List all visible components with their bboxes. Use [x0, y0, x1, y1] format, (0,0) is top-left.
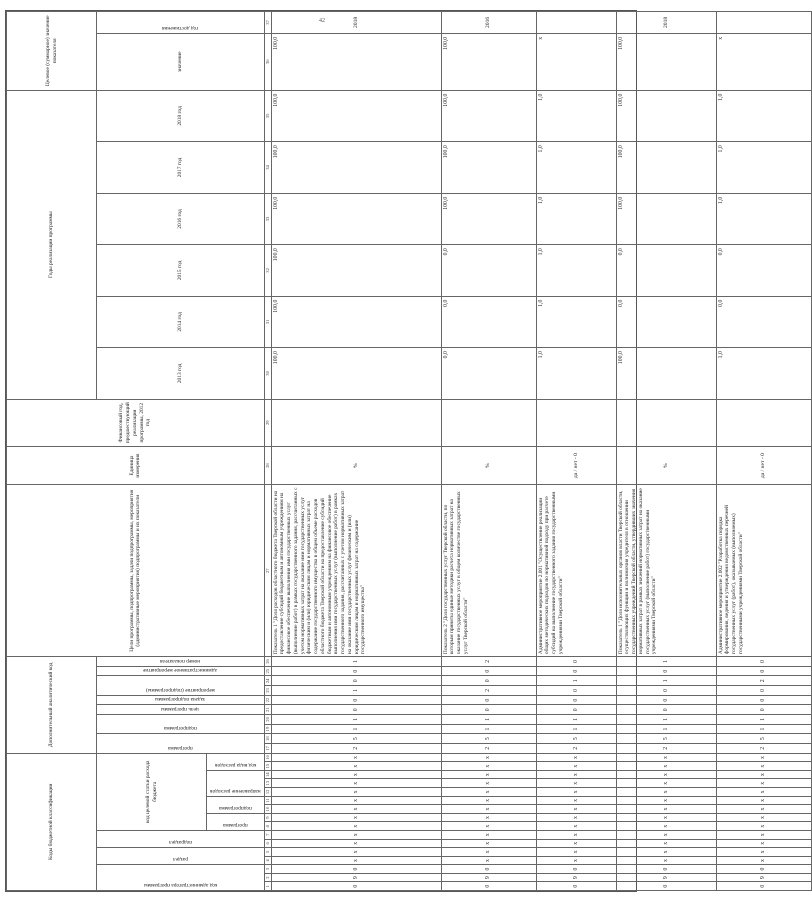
column-index-cell: 15	[264, 763, 270, 769]
code-cell: 0	[441, 705, 536, 715]
years-group-header: Годы реализации программы	[7, 90, 97, 399]
indicator-name: Показатель 1 "Доля расходов областного бюджета Тверской области на предоставление субсидий бюджетным и автономным учреждениям на финансовое обеспечение выполнения ими государственных услуг (выполнение работ) в рамках государственного задания, рассчитанных с учетом нормативных затрат на оказание ими государственных услуг физическим и (или) юридическим лицам и нормативных затрат на содержание государственного имущества в общем объеме расходов областного бюджета Тверской области на предоставление субсидий бюджетным и автономным учреждениям на финансовое обеспечение выполнения ими государственных услуг (выполнение работ) в рамках государственного задания, рассчитанных с учетом нормативных затрат на оказание ими государственных услуг физическим и (или) юридическим лицам и нормативных затрат на содержание государственного имущества"	[271, 485, 441, 657]
dop-goal-header: цель программы	[161, 706, 200, 713]
code-cell: х	[716, 856, 811, 865]
subsection-header: подраздел	[168, 839, 192, 846]
code-cell: 2	[716, 676, 811, 686]
dop-admin-event-header: административное мероприятие	[143, 667, 218, 674]
code-cell: х	[716, 753, 811, 762]
year-value-cell: 100,0	[271, 296, 441, 347]
year-value-cell: 1,0	[536, 90, 616, 142]
code-cell: х	[616, 788, 716, 797]
year-reached-cell: 2018	[271, 12, 441, 34]
year-value-cell: 1,0	[716, 142, 811, 193]
code-cell: 0	[441, 666, 536, 676]
code-cell: 0	[616, 882, 716, 891]
table-row	[716, 12, 811, 891]
code-cell: 1	[441, 715, 536, 725]
year-2014-header: 2014 год	[97, 296, 265, 347]
code-cell: х	[271, 779, 441, 788]
code-cell: х	[716, 796, 811, 805]
code-cell: х	[616, 839, 716, 848]
year-value-cell: 1,0	[716, 193, 811, 244]
code-cell: х	[441, 770, 536, 779]
code-cell: 0	[271, 676, 441, 686]
code-cell: 0	[536, 686, 616, 696]
code-cell: 1	[536, 715, 616, 725]
code-cell: 1	[536, 724, 616, 734]
year-value-cell: 100,0	[271, 90, 441, 142]
expense-code-header: код вида расходов	[214, 761, 256, 768]
fin-year-cell	[271, 399, 441, 446]
code-cell: 2	[271, 743, 441, 753]
column-index-cell: 14	[264, 772, 270, 777]
rotated-table-wrapper	[6, 11, 767, 891]
year-reached-cell	[716, 12, 811, 34]
code-cell: х	[716, 822, 811, 831]
column-index-cell: 10	[264, 806, 270, 812]
code-cell: х	[716, 779, 811, 788]
code-cell: х	[616, 805, 716, 814]
fin-year-cell	[536, 399, 616, 446]
column-index-cell: 34	[264, 142, 271, 193]
indicator-name: Административное мероприятие 2.001 "Осуществление реализации общих методических подходов по нормативной подходу при расчете субсидий на выполнение государственного задания государственными учреждениями Тверской области"	[536, 485, 616, 657]
target-value-cell: х	[716, 33, 811, 90]
table-row	[536, 12, 616, 891]
column-index-cell: 27	[264, 485, 271, 657]
table-row	[441, 12, 536, 891]
dop-task-header: задача подпрограммы	[155, 696, 206, 703]
code-cell: 0	[716, 657, 811, 667]
indicator-name: Административное мероприятие 2.002 "Разработка порядка формирования, ведения и утверждения ведомственных перечней государственных услуг (работ), оказываемых (выполняемых) государственными учреждениями Тверской области"	[716, 485, 811, 657]
code-cell: 2	[536, 743, 616, 753]
column-index-cell: 13	[264, 780, 270, 786]
code-cell: х	[441, 779, 536, 788]
column-index-cell: 9	[264, 813, 271, 822]
code-cell: 0	[271, 666, 441, 676]
code-cell: х	[616, 848, 716, 857]
code-cell: х	[536, 779, 616, 788]
dop-indicator-header: номер показателя	[160, 657, 201, 664]
code-cell: 0	[536, 695, 616, 705]
code-cell: х	[536, 796, 616, 805]
unit-cell: %	[616, 446, 716, 485]
dop-subprogram-header: подпрограмма	[163, 725, 197, 732]
code-cell: 0	[716, 686, 811, 696]
code-cell: х	[536, 753, 616, 762]
unit-cell: да / нет - 0	[716, 446, 811, 485]
direction-code-header: направление расходов	[210, 787, 261, 794]
target-value-cell: 100,0	[271, 33, 441, 90]
year-value-cell: 1,0	[716, 90, 811, 142]
code-cell: 0	[271, 695, 441, 705]
year-2017-header: 2017 год	[97, 142, 265, 193]
code-cell: 9	[441, 873, 536, 882]
code-cell: 9	[716, 873, 811, 882]
dop-program-header: программа	[167, 744, 193, 751]
code-cell: х	[716, 788, 811, 797]
code-cell: 9	[271, 873, 441, 882]
code-cell: 5	[271, 734, 441, 744]
code-cell: 0	[616, 865, 716, 874]
year-2013-header: 2013 год	[97, 348, 265, 399]
code-cell: х	[716, 813, 811, 822]
unit-cell: %	[271, 446, 441, 485]
code-cell: х	[536, 839, 616, 848]
code-cell: 1	[716, 715, 811, 725]
code-cell: х	[536, 848, 616, 857]
year-value-cell: 100,0	[616, 90, 716, 142]
code-cell: х	[271, 805, 441, 814]
column-index-cell: 36	[264, 33, 271, 90]
code-cell: 1	[616, 676, 716, 686]
code-cell: х	[271, 839, 441, 848]
year-2015-header: 2015 год	[97, 245, 265, 296]
code-cell: 1	[716, 724, 811, 734]
code-cell: х	[536, 788, 616, 797]
column-index-cell: 22	[264, 695, 271, 705]
code-cell: х	[271, 856, 441, 865]
code-cell: 5	[441, 734, 536, 744]
extra-analytic-code-header: Дополнительный аналитический код	[7, 657, 97, 754]
year-reached-cell	[536, 12, 616, 34]
column-index-cell: 32	[264, 245, 271, 296]
code-cell: 1	[271, 724, 441, 734]
code-cell: х	[271, 770, 441, 779]
year-value-cell: 0,0	[441, 245, 536, 296]
code-cell: х	[616, 762, 716, 771]
code-cell: х	[536, 822, 616, 831]
column-index-cell: 6	[264, 839, 271, 848]
code-cell: х	[271, 848, 441, 857]
program-code-header: программа	[222, 821, 248, 828]
code-cell: 0	[441, 882, 536, 891]
target-value-cell: 100,0	[616, 33, 716, 90]
column-index-cell: 7	[264, 830, 271, 839]
code-cell: 0	[716, 666, 811, 676]
code-cell: 0	[616, 695, 716, 705]
code-cell: 0	[536, 666, 616, 676]
code-cell: х	[716, 848, 811, 857]
target-article-header: код целевой статьи расхода бюджета	[97, 753, 207, 830]
budget-classification-header: Коды бюджетной классификации	[7, 753, 97, 890]
code-cell: 1	[271, 715, 441, 725]
year-value-cell: 0,0	[716, 296, 811, 347]
code-cell: х	[616, 813, 716, 822]
code-cell: 0	[536, 865, 616, 874]
code-cell: 1	[536, 676, 616, 686]
code-cell: 0	[716, 882, 811, 891]
dop-event-header: мероприятие (подпрограммы)	[145, 686, 215, 693]
indicator-name: Показатель 1 "Доля исполнительных органов власти Тверской области, осуществляющих функции и полномочия учредителя в отношении государственных учреждений Тверской области, утвердивших значения нормативных затрат в рамках значений нормативных затрат на оказание государственных услуг (выполнение работ) государственными учреждениями Тверской области"	[616, 485, 716, 657]
name-header: Цели программы, подпрограммы, задачи подпрограммы, мероприятия (административные мероприятия) подпрограммы и их показатели	[7, 485, 265, 657]
year-value-cell: 100,0	[441, 193, 536, 244]
code-cell: х	[441, 839, 536, 848]
program-indicators-table	[6, 11, 812, 891]
code-cell: х	[441, 753, 536, 762]
column-index-cell: 12	[264, 789, 270, 795]
column-index-cell: 3	[264, 865, 271, 874]
code-cell: 5	[716, 734, 811, 744]
code-cell: 0	[441, 695, 536, 705]
fin-year-cell	[616, 399, 716, 446]
year-reached-header: год достижения	[162, 24, 199, 31]
code-cell: х	[271, 788, 441, 797]
unit-cell: да / нет - 0	[536, 446, 616, 485]
year-value-cell: 100,0	[271, 142, 441, 193]
year-value-cell: 0,0	[616, 296, 716, 347]
code-cell: 0	[616, 686, 716, 696]
fin-year-header: Финансовый год, предшествующий реализации программы, 2012 год	[7, 399, 265, 446]
code-cell: 0	[716, 705, 811, 715]
unit-cell: %	[441, 446, 536, 485]
year-value-cell: 0,0	[441, 348, 536, 399]
year-value-cell: 1,0	[536, 142, 616, 193]
code-cell: 0	[536, 705, 616, 715]
target-group-header: Целевое (суммарное) значение показателя	[7, 12, 97, 91]
code-cell: х	[271, 822, 441, 831]
code-cell: 0	[616, 666, 716, 676]
page-number: 42	[319, 18, 325, 24]
fin-year-cell	[716, 399, 811, 446]
code-cell: х	[616, 822, 716, 831]
column-index-row	[264, 12, 271, 891]
code-cell: 9	[536, 873, 616, 882]
year-value-cell: 100,0	[441, 142, 536, 193]
column-index-cell: 31	[264, 296, 271, 347]
code-cell: х	[716, 762, 811, 771]
code-cell: 0	[536, 657, 616, 667]
year-value-cell: 100,0	[271, 193, 441, 244]
column-index-cell: 29	[264, 399, 271, 446]
table-row	[616, 12, 716, 891]
section-header: раздел	[172, 856, 188, 863]
code-cell: х	[536, 830, 616, 839]
indicator-name: Показатель 2 "Доля государственных услуг Тверской области, по которым приняты единые методики расчета нормативных затрат на оказание государственных услуг в общем количестве государственных услуг Тверской области"	[441, 485, 536, 657]
code-cell: 5	[536, 734, 616, 744]
year-value-cell: 100,0	[616, 348, 716, 399]
target-value-header: значение	[97, 33, 265, 90]
code-cell: х	[536, 813, 616, 822]
code-cell: 0	[271, 705, 441, 715]
code-cell: х	[716, 830, 811, 839]
code-cell: х	[271, 753, 441, 762]
code-cell: х	[716, 770, 811, 779]
subprogram-code-header: подпрограмма	[218, 804, 252, 811]
code-cell: х	[441, 830, 536, 839]
code-cell: х	[441, 788, 536, 797]
column-index-cell: 16	[264, 753, 271, 762]
year-value-cell: 1,0	[536, 348, 616, 399]
code-cell: х	[716, 839, 811, 848]
year-value-cell: 100,0	[616, 142, 716, 193]
code-cell: х	[536, 856, 616, 865]
code-cell: 1	[616, 657, 716, 667]
column-index-cell: 33	[264, 193, 271, 244]
code-cell: х	[271, 830, 441, 839]
code-cell: х	[271, 813, 441, 822]
column-index-cell: 25	[264, 666, 271, 676]
unit-header: Единица измерения	[7, 446, 265, 485]
fin-year-cell	[441, 399, 536, 446]
code-cell: х	[536, 770, 616, 779]
year-reached-cell: 2016	[441, 12, 536, 34]
year-2018-header: 2018 год	[97, 90, 265, 142]
code-cell: 0	[271, 882, 441, 891]
code-cell: х	[441, 856, 536, 865]
column-index-cell: 2	[264, 873, 271, 882]
code-cell: х	[271, 796, 441, 805]
code-cell: х	[716, 805, 811, 814]
table-body	[271, 12, 811, 891]
code-cell: 0	[716, 865, 811, 874]
year-value-cell: 1,0	[536, 245, 616, 296]
year-value-cell: 100,0	[271, 348, 441, 399]
code-cell: 2	[441, 657, 536, 667]
column-index-cell: 1	[264, 882, 271, 891]
code-cell: х	[441, 813, 536, 822]
code-cell: 2	[441, 686, 536, 696]
column-index-cell: 26	[264, 657, 271, 667]
code-cell: х	[441, 848, 536, 857]
admin-code-header: код администратора программы	[143, 882, 218, 888]
code-cell: х	[616, 856, 716, 865]
code-cell: х	[616, 770, 716, 779]
document-frame	[5, 10, 767, 892]
code-cell: 0	[616, 705, 716, 715]
year-value-cell: 0,0	[616, 245, 716, 296]
code-cell: 5	[616, 734, 716, 744]
code-cell: х	[441, 805, 536, 814]
column-index-cell: 35	[264, 90, 271, 142]
year-value-cell: 1,0	[536, 193, 616, 244]
column-index-cell: 21	[264, 705, 271, 715]
code-cell: х	[616, 753, 716, 762]
code-cell: 0	[716, 695, 811, 705]
code-cell: х	[536, 805, 616, 814]
column-index-cell: 8	[264, 822, 271, 831]
year-value-cell: 0,0	[441, 296, 536, 347]
code-cell: х	[536, 762, 616, 771]
column-index-cell: 5	[264, 848, 271, 857]
code-cell: 0	[441, 676, 536, 686]
code-cell: 1	[616, 724, 716, 734]
column-index-cell: 19	[264, 724, 271, 734]
column-index-cell: 4	[264, 856, 271, 865]
column-index-cell: 28	[264, 446, 271, 485]
code-cell: 2	[716, 743, 811, 753]
code-cell: 0	[441, 865, 536, 874]
code-cell: 1	[616, 715, 716, 725]
code-cell: х	[271, 762, 441, 771]
code-cell: 2	[616, 743, 716, 753]
column-index-cell: 24	[264, 676, 271, 686]
table-row	[271, 12, 441, 891]
header-row-1	[7, 12, 97, 891]
year-value-cell: 100,0	[271, 245, 441, 296]
year-value-cell: 0,0	[716, 245, 811, 296]
column-index-cell: 20	[264, 715, 271, 725]
column-index-cell: 18	[264, 734, 271, 744]
code-cell: х	[616, 796, 716, 805]
code-cell: 0	[271, 865, 441, 874]
code-cell: 1	[271, 657, 441, 667]
target-value-cell: х	[536, 33, 616, 90]
year-value-cell: 100,0	[441, 90, 536, 142]
year-reached-cell: 2018	[616, 12, 716, 34]
code-cell: 2	[441, 743, 536, 753]
code-cell: 0	[536, 882, 616, 891]
code-cell: х	[616, 779, 716, 788]
code-cell: х	[441, 822, 536, 831]
column-index-cell: 17	[264, 743, 271, 753]
year-value-cell: 100,0	[616, 193, 716, 244]
code-cell: х	[441, 796, 536, 805]
column-index-cell: 30	[264, 348, 271, 399]
code-cell: 1	[271, 686, 441, 696]
code-cell: 9	[616, 873, 716, 882]
code-cell: х	[616, 830, 716, 839]
code-cell: 1	[441, 724, 536, 734]
year-value-cell: 1,0	[536, 296, 616, 347]
column-index-cell: 23	[264, 686, 271, 696]
year-2016-header: 2016 год	[97, 193, 265, 244]
target-value-cell: 100,0	[441, 33, 536, 90]
column-index-cell: 11	[264, 796, 271, 805]
year-value-cell: 1,0	[716, 348, 811, 399]
code-cell: х	[441, 762, 536, 771]
column-index-cell: 37	[264, 12, 271, 34]
